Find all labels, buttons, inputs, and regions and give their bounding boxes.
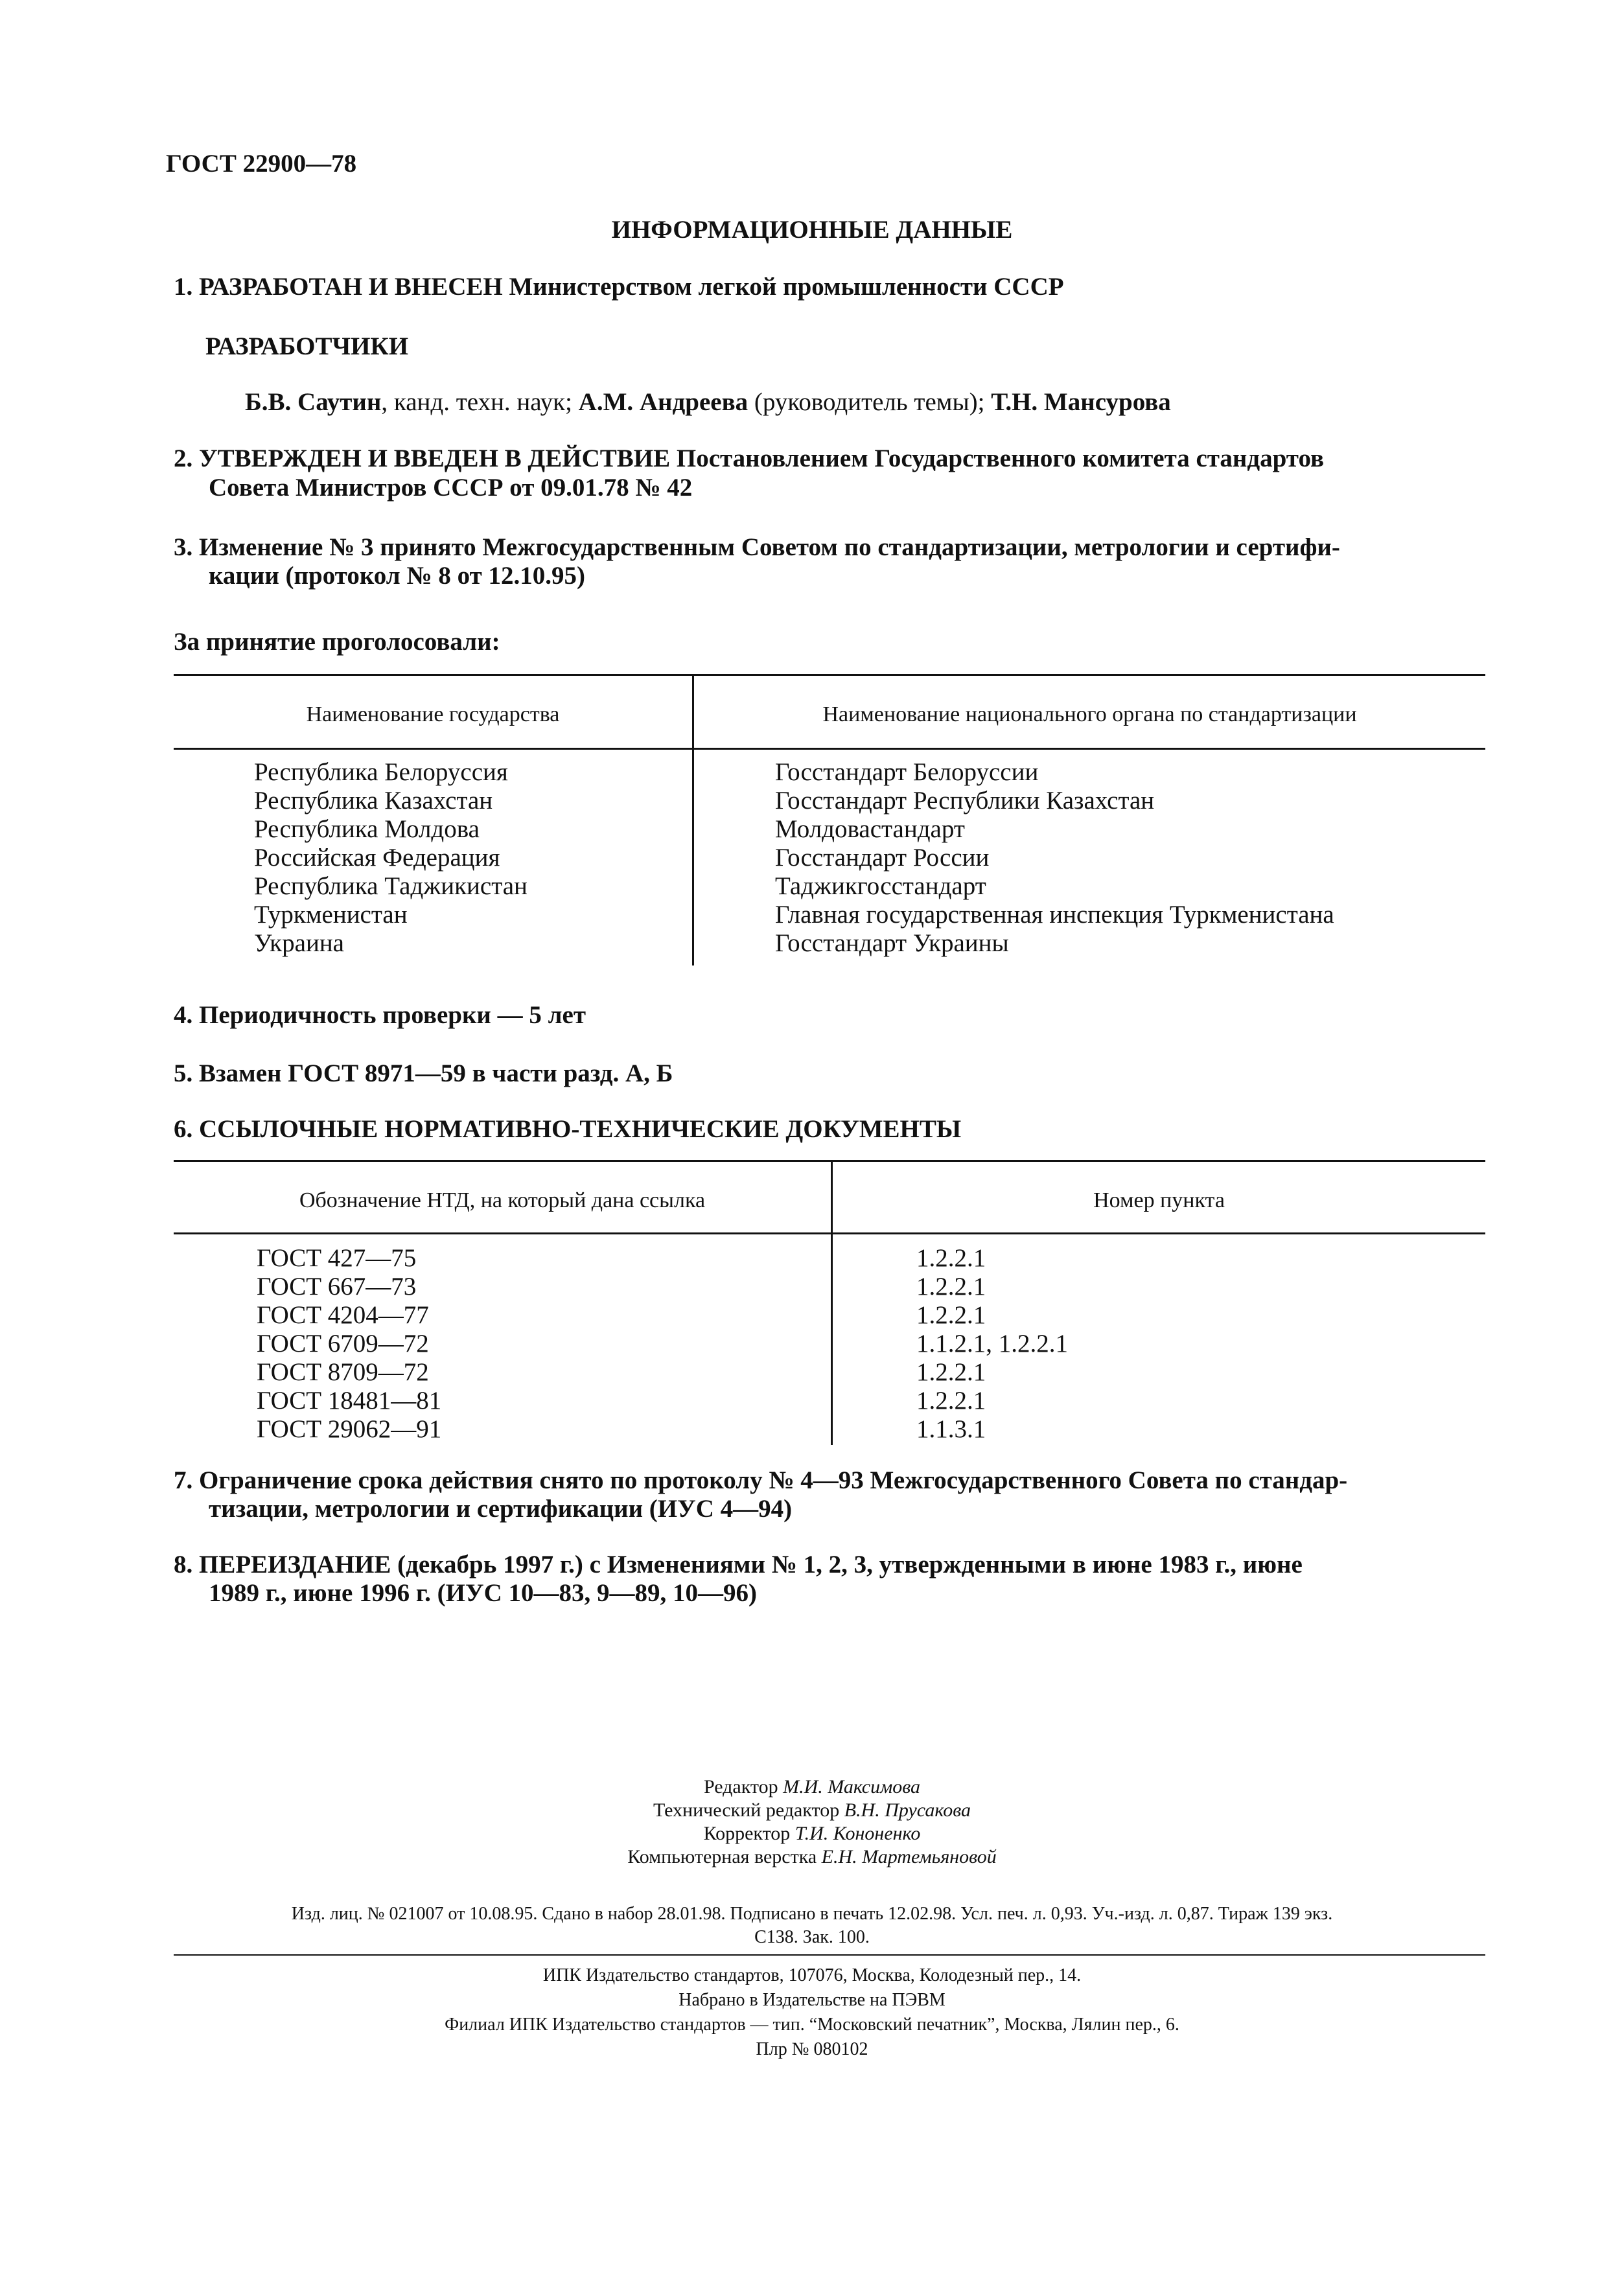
table-row: Госстандарт России: [775, 844, 990, 872]
imprint-line-6: Плр № 080102: [756, 2039, 868, 2059]
table-refs-header-doc: Обозначение НТД, на который дана ссылка: [299, 1188, 706, 1212]
table-refs-col-clause: [916, 1244, 1068, 1444]
table-states-header-body: Наименование национального органа по стандартизации: [822, 702, 1357, 726]
table-states-top-border: [174, 674, 1485, 676]
developer-3: Т.Н. Мансурова: [991, 388, 1171, 416]
table-states-header-state: Наименование государства: [306, 702, 560, 726]
table-row: 1.1.3.1: [916, 1415, 986, 1443]
table-row: Госстандарт Белоруссии: [775, 758, 1039, 786]
imprint-line-4: Набрано в Издательстве на ПЭВМ: [679, 1990, 945, 2010]
page-title: ИНФОРМАЦИОННЫЕ ДАННЫЕ: [611, 216, 1013, 244]
table-row: Республика Белоруссия: [254, 758, 508, 786]
item-2-line1: УТВЕРЖДЕН И ВВЕДЕН В ДЕЙСТВИЕ Постановлением Государственного комитета стандартов: [199, 445, 1325, 472]
table-refs-header-clause: Номер пункта: [1093, 1188, 1225, 1212]
item-7-line1: Ограничение срока действия снято по протоколу № 4—93 Межгосударственного Совета по стандар-: [199, 1466, 1348, 1494]
developers-heading: РАЗРАБОТЧИКИ: [205, 332, 409, 360]
item-1-text: РАЗРАБОТАН И ВНЕСЕН Министерством легкой промышленности СССР: [199, 273, 1064, 301]
developer-2-role: (руководитель темы);: [748, 388, 992, 416]
item-4-text: Периодичность проверки — 5 лет: [199, 1001, 586, 1029]
table-states-col-body: [775, 758, 1334, 958]
item-8-number: 8.: [174, 1551, 193, 1578]
credit-layout-label: Компьютерная верстка: [627, 1846, 822, 1867]
item-6-text: ССЫЛОЧНЫЕ НОРМАТИВНО-ТЕХНИЧЕСКИЕ ДОКУМЕНТЫ: [199, 1115, 962, 1143]
item-8: [174, 1550, 1303, 1579]
table-row: Главная государственная инспекция Туркменистана: [775, 901, 1334, 929]
item-8-line2: 1989 г., июне 1996 г. (ИУС 10—83, 9—89, 10—96): [209, 1579, 758, 1607]
credit-editor-name: М.И. Максимова: [783, 1776, 921, 1797]
credit-layout: [0, 1845, 1624, 1869]
item-7-number: 7.: [174, 1466, 193, 1494]
table-row: Госстандарт Республики Казахстан: [775, 787, 1155, 815]
item-2-number: 2.: [174, 445, 193, 472]
item-3-line2: кации (протокол № 8 от 12.10.95): [209, 562, 585, 590]
table-row: Госстандарт Украины: [775, 929, 1009, 957]
item-5: [174, 1059, 673, 1088]
table-row: Туркменистан: [254, 901, 408, 929]
table-row: 1.2.2.1: [916, 1387, 986, 1415]
imprint-line-5: Филиал ИПК Издательство стандартов — тип. “Московский печатник”, Москва, Лялин пер., 6.: [445, 2015, 1179, 2035]
imprint-bottom: [0, 1963, 1624, 2062]
imprint-line-3: ИПК Издательство стандартов, 107076, Москва, Колодезный пер., 14.: [542, 1965, 1082, 1985]
table-row: 1.2.2.1: [916, 1358, 986, 1386]
table-states-col-state: [254, 758, 528, 958]
table-row: Республика Молдова: [254, 815, 480, 843]
developer-1: Б.В. Саутин: [245, 388, 382, 416]
table-row: ГОСТ 6709—72: [257, 1330, 429, 1358]
document-id: ГОСТ 22900—78: [166, 150, 357, 178]
table-refs-top-border: [174, 1160, 1485, 1162]
credit-tech-label: Технический редактор: [653, 1799, 844, 1821]
table-row: ГОСТ 4204—77: [257, 1301, 429, 1329]
item-7-line2: тизации, метрологии и сертификации (ИУС 4—94): [209, 1495, 793, 1523]
item-5-text: Взамен ГОСТ 8971—59 в части разд. А, Б: [199, 1059, 673, 1087]
table-row: ГОСТ 18481—81: [257, 1387, 442, 1415]
item-6-number: 6.: [174, 1115, 193, 1143]
credit-tech-name: В.Н. Прусакова: [844, 1799, 971, 1821]
credits-block: [0, 1775, 1624, 1869]
table-row: Молдовастандарт: [775, 815, 965, 843]
table-row: ГОСТ 427—75: [257, 1244, 417, 1272]
imprint-line-1: Изд. лиц. № 021007 от 10.08.95. Сдано в набор 28.01.98. Подписано в печать 12.02.98. Усл. печ. л. 0,93. Уч.-изд. л. 0,87. Тираж 139 экз.: [291, 1904, 1333, 1924]
imprint-line-2: С138. Зак. 100.: [754, 1927, 870, 1947]
table-row: Таджикгосстандарт: [775, 872, 986, 900]
credit-corr-label: Корректор: [703, 1823, 795, 1844]
item-3-line1: Изменение № 3 принято Межгосударственным Советом по стандартизации, метрологии и сертифи-: [199, 533, 1340, 561]
item-2-line2: Совета Министров СССР от 09.01.78 № 42: [209, 474, 693, 502]
table-row: Российская Федерация: [254, 844, 500, 872]
credit-layout-name: Е.Н. Мартемьяновой: [821, 1846, 997, 1867]
table-row: ГОСТ 29062—91: [257, 1415, 442, 1443]
table-row: ГОСТ 667—73: [257, 1273, 417, 1300]
item-3-number: 3.: [174, 533, 193, 561]
credit-editor: [0, 1775, 1624, 1799]
table-row: 1.1.2.1, 1.2.2.1: [916, 1330, 1068, 1358]
item-2: [174, 445, 1324, 473]
item-5-number: 5.: [174, 1059, 193, 1087]
imprint-top: [0, 1902, 1624, 1949]
developers-line: [245, 387, 1171, 417]
item-1-number: 1.: [174, 273, 193, 301]
table-row: ГОСТ 8709—72: [257, 1358, 429, 1386]
voted-label: За принятие проголосовали:: [174, 628, 500, 656]
item-6: [174, 1115, 961, 1144]
item-4-number: 4.: [174, 1001, 193, 1029]
developer-2: А.М. Андреева: [578, 388, 748, 416]
table-row: Украина: [254, 929, 344, 957]
developer-1-title: , канд. техн. наук;: [381, 388, 579, 416]
item-1: [174, 272, 1064, 301]
table-refs-header-border: [174, 1232, 1485, 1234]
credit-corrector: [0, 1822, 1624, 1845]
item-8-line1: ПЕРЕИЗДАНИЕ (декабрь 1997 г.) с Изменениями № 1, 2, 3, утвержденными в июне 1983 г., июне: [199, 1551, 1303, 1578]
credit-editor-label: Редактор: [703, 1776, 783, 1797]
item-3: [174, 533, 1340, 562]
credit-tech-editor: [0, 1799, 1624, 1822]
imprint-divider: [174, 1954, 1485, 1956]
item-4: [174, 1000, 586, 1030]
table-row: 1.2.2.1: [916, 1273, 986, 1300]
table-states-header-border: [174, 748, 1485, 750]
table-row: Республика Таджикистан: [254, 872, 528, 900]
credit-corr-name: Т.И. Кононенко: [795, 1823, 921, 1844]
table-row: Республика Казахстан: [254, 787, 493, 815]
table-refs-col-doc: [257, 1244, 441, 1444]
item-7: [174, 1466, 1347, 1495]
table-row: 1.2.2.1: [916, 1301, 986, 1329]
table-row: 1.2.2.1: [916, 1244, 986, 1272]
